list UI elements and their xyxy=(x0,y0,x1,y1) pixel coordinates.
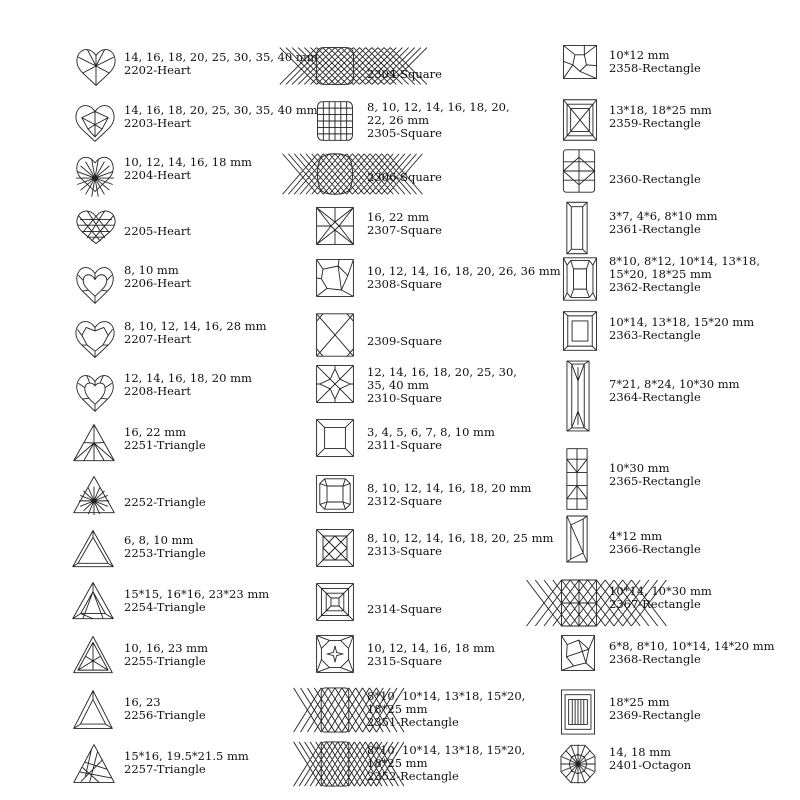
item-label xyxy=(367,532,553,558)
item-sizes: 14, 16, 18, 20, 25, 30, 35, 40 mm xyxy=(124,50,318,64)
gem-outline-icon xyxy=(315,312,355,358)
item-sizes: 8, 10, 12, 14, 16, 28 mm xyxy=(124,319,267,333)
item-sizes: 15*16, 19.5*21.5 mm xyxy=(124,749,249,763)
item-label xyxy=(609,462,701,488)
item-code: 2352-Rectangle xyxy=(367,769,459,783)
item-code: 2208-Heart xyxy=(124,384,191,398)
item-label xyxy=(367,211,442,237)
item-code: 2312-Square xyxy=(367,494,442,508)
item-label xyxy=(124,496,206,509)
item-sizes: 15*15, 16*16, 23*23 mm xyxy=(124,587,270,601)
item-label xyxy=(124,156,252,182)
item-label xyxy=(367,482,531,508)
item-code: 2368-Rectangle xyxy=(609,652,701,666)
item-sizes: 14, 16, 18, 20, 25, 30, 35, 40 mm xyxy=(124,103,318,117)
gem-outline-icon xyxy=(71,580,115,622)
item-label xyxy=(124,426,206,452)
item-label xyxy=(609,173,701,186)
item-sizes: 8, 10, 12, 14, 16, 18, 20 mm xyxy=(367,481,532,495)
gem-outline-icon xyxy=(315,206,355,246)
item-label xyxy=(609,585,712,611)
item-label xyxy=(124,225,191,238)
item-sizes: 22, 26 mm xyxy=(367,113,430,127)
gem-outline-icon xyxy=(74,262,116,306)
gem-outline-icon xyxy=(316,152,354,196)
gem-outline-icon xyxy=(315,582,355,622)
gem-outline-icon xyxy=(72,742,116,786)
item-label xyxy=(124,372,252,398)
item-label xyxy=(609,746,691,772)
item-code: 2363-Rectangle xyxy=(609,328,701,342)
item-code: 2254-Triangle xyxy=(124,600,206,614)
item-sizes: 4*12 mm xyxy=(609,529,663,543)
gem-outline-icon xyxy=(316,100,354,142)
gem-outline-icon xyxy=(566,514,588,564)
item-code: 2206-Heart xyxy=(124,276,191,290)
item-label xyxy=(609,255,760,294)
gem-outline-icon xyxy=(566,200,588,256)
item-code: 2367-Rectangle xyxy=(609,597,701,611)
item-code: 2358-Rectangle xyxy=(609,61,701,75)
item-label xyxy=(124,264,191,290)
gem-outline-icon xyxy=(320,686,350,734)
gem-outline-icon xyxy=(315,474,355,514)
gem-outline-icon xyxy=(73,100,117,144)
item-sizes: 8, 10, 12, 14, 16, 18, 20, 25 mm xyxy=(367,531,554,545)
item-label xyxy=(124,534,206,560)
item-code: 2307-Square xyxy=(367,223,442,237)
item-sizes: 3, 4, 5, 6, 7, 8, 10 mm xyxy=(367,425,495,439)
item-label xyxy=(367,744,525,783)
item-label xyxy=(367,335,442,348)
gem-outline-icon xyxy=(562,98,598,142)
gem-outline-icon xyxy=(560,578,598,628)
gem-outline-icon xyxy=(566,358,590,434)
item-label xyxy=(124,588,269,614)
item-code: 2202-Heart xyxy=(124,63,191,77)
item-code: 2203-Heart xyxy=(124,116,191,130)
item-code: 2369-Rectangle xyxy=(609,708,701,722)
item-sizes: 16, 22 mm xyxy=(124,425,187,439)
item-code: 2359-Rectangle xyxy=(609,116,701,130)
item-sizes: 10*14, 10*30 mm xyxy=(609,584,712,598)
item-label xyxy=(124,750,249,776)
gem-outline-icon xyxy=(315,418,355,458)
item-label xyxy=(609,378,740,404)
item-code: 2364-Rectangle xyxy=(609,390,701,404)
item-code: 2308-Square xyxy=(367,277,442,291)
item-sizes: 15*20, 18*25 mm xyxy=(609,267,712,281)
item-label xyxy=(609,210,718,236)
item-code: 2204-Heart xyxy=(124,168,191,182)
gem-outline-icon xyxy=(566,446,588,512)
gem-outline-icon xyxy=(72,474,116,516)
gem-outline-icon xyxy=(71,528,115,570)
item-code: 2310-Square xyxy=(367,391,442,405)
gem-outline-icon xyxy=(560,688,596,736)
item-code: 2315-Square xyxy=(367,654,442,668)
item-label xyxy=(609,696,701,722)
item-code: 2311-Square xyxy=(367,438,442,452)
item-code: 2313-Square xyxy=(367,544,442,558)
item-code: 2365-Rectangle xyxy=(609,474,701,488)
item-sizes: 18*25 mm xyxy=(367,702,428,716)
gem-outline-icon xyxy=(562,44,598,80)
item-sizes: 10*30 mm xyxy=(609,461,670,475)
item-label xyxy=(367,68,442,81)
gem-outline-icon xyxy=(72,634,114,676)
item-label xyxy=(367,426,495,452)
item-sizes: 6*8, 8*10, 10*14, 14*20 mm xyxy=(609,639,775,653)
item-sizes: 8*10, 8*12, 10*14, 13*18, xyxy=(609,254,761,268)
item-code: 2251-Triangle xyxy=(124,438,206,452)
item-label xyxy=(367,366,517,405)
item-code: 2205-Heart xyxy=(124,224,191,238)
gem-outline-icon xyxy=(74,206,118,246)
item-sizes: 8, 10, 12, 14, 16, 18, 20, xyxy=(367,100,510,114)
item-sizes: 18*25 mm xyxy=(367,756,428,770)
gem-outline-icon xyxy=(315,364,355,404)
item-code: 2366-Rectangle xyxy=(609,542,701,556)
item-sizes: 10*12 mm xyxy=(609,48,670,62)
item-sizes: 10*14, 13*18, 15*20 mm xyxy=(609,315,755,329)
item-sizes: 16, 23 xyxy=(124,695,161,709)
item-label xyxy=(124,696,206,722)
item-sizes: 18*25 mm xyxy=(609,695,670,709)
item-label xyxy=(367,690,525,729)
item-code: 2306-Square xyxy=(367,170,442,184)
gem-outline-icon xyxy=(315,634,355,674)
gem-outline-icon xyxy=(74,152,116,194)
item-sizes: 8*10, 10*14, 13*18, 15*20, xyxy=(367,743,526,757)
item-label xyxy=(367,265,561,291)
gem-outline-icon xyxy=(562,310,598,352)
item-code: 2360-Rectangle xyxy=(609,172,701,186)
gem-outline-icon xyxy=(558,742,598,786)
item-sizes: 6, 8, 10 mm xyxy=(124,533,194,547)
gem-outline-icon xyxy=(315,258,355,298)
gem-outline-icon xyxy=(562,148,596,194)
gem-outline-icon xyxy=(560,634,596,672)
item-sizes: 10, 16, 23 mm xyxy=(124,641,208,655)
item-code: 2304-Square xyxy=(367,67,442,81)
item-label xyxy=(367,171,442,184)
item-sizes: 14, 18 mm xyxy=(609,745,672,759)
item-code: 2362-Rectangle xyxy=(609,280,701,294)
item-label xyxy=(609,640,775,666)
item-label xyxy=(124,642,208,668)
item-label xyxy=(124,320,267,346)
gem-outline-icon xyxy=(72,422,116,464)
item-code: 2309-Square xyxy=(367,334,442,348)
item-sizes: 35, 40 mm xyxy=(367,378,430,392)
gem-outline-icon xyxy=(315,46,355,86)
item-code: 2255-Triangle xyxy=(124,654,206,668)
item-code: 2351-Rectangle xyxy=(367,715,459,729)
item-label xyxy=(124,104,318,130)
item-code: 2314-Square xyxy=(367,602,442,616)
item-sizes: 10, 12, 14, 16, 18 mm xyxy=(124,155,252,169)
item-code: 2256-Triangle xyxy=(124,708,206,722)
item-code: 2305-Square xyxy=(367,126,442,140)
item-code: 2257-Triangle xyxy=(124,762,206,776)
gem-outline-icon xyxy=(74,370,116,414)
gem-outline-icon xyxy=(320,740,350,788)
gem-outline-icon xyxy=(73,316,117,360)
item-sizes: 13*18, 18*25 mm xyxy=(609,103,712,117)
item-label xyxy=(367,603,442,616)
item-sizes: 3*7, 4*6, 8*10 mm xyxy=(609,209,718,223)
item-label xyxy=(609,104,712,130)
item-sizes: 10, 12, 14, 16, 18 mm xyxy=(367,641,495,655)
item-code: 2253-Triangle xyxy=(124,546,206,560)
item-sizes: 8, 10 mm xyxy=(124,263,179,277)
item-label xyxy=(609,530,701,556)
item-label xyxy=(124,51,318,77)
item-code: 2252-Triangle xyxy=(124,495,206,509)
item-sizes: 10, 12, 14, 16, 18, 20, 26, 36 mm xyxy=(367,264,561,278)
item-sizes: 12, 14, 16, 18, 20, 25, 30, xyxy=(367,365,517,379)
item-code: 2207-Heart xyxy=(124,332,191,346)
gem-outline-icon xyxy=(562,256,598,302)
item-sizes: 7*21, 8*24, 10*30 mm xyxy=(609,377,740,391)
item-sizes: 8*10, 10*14, 13*18, 15*20, xyxy=(367,689,526,703)
item-label xyxy=(367,101,510,140)
item-label xyxy=(609,49,701,75)
item-label xyxy=(367,642,495,668)
item-code: 2401-Octagon xyxy=(609,758,692,772)
gem-outline-icon xyxy=(72,688,114,732)
gem-outline-icon xyxy=(74,44,118,88)
item-sizes: 12, 14, 16, 18, 20 mm xyxy=(124,371,252,385)
item-code: 2361-Rectangle xyxy=(609,222,701,236)
item-label xyxy=(609,316,754,342)
item-sizes: 16, 22 mm xyxy=(367,210,430,224)
gem-outline-icon xyxy=(315,528,355,568)
